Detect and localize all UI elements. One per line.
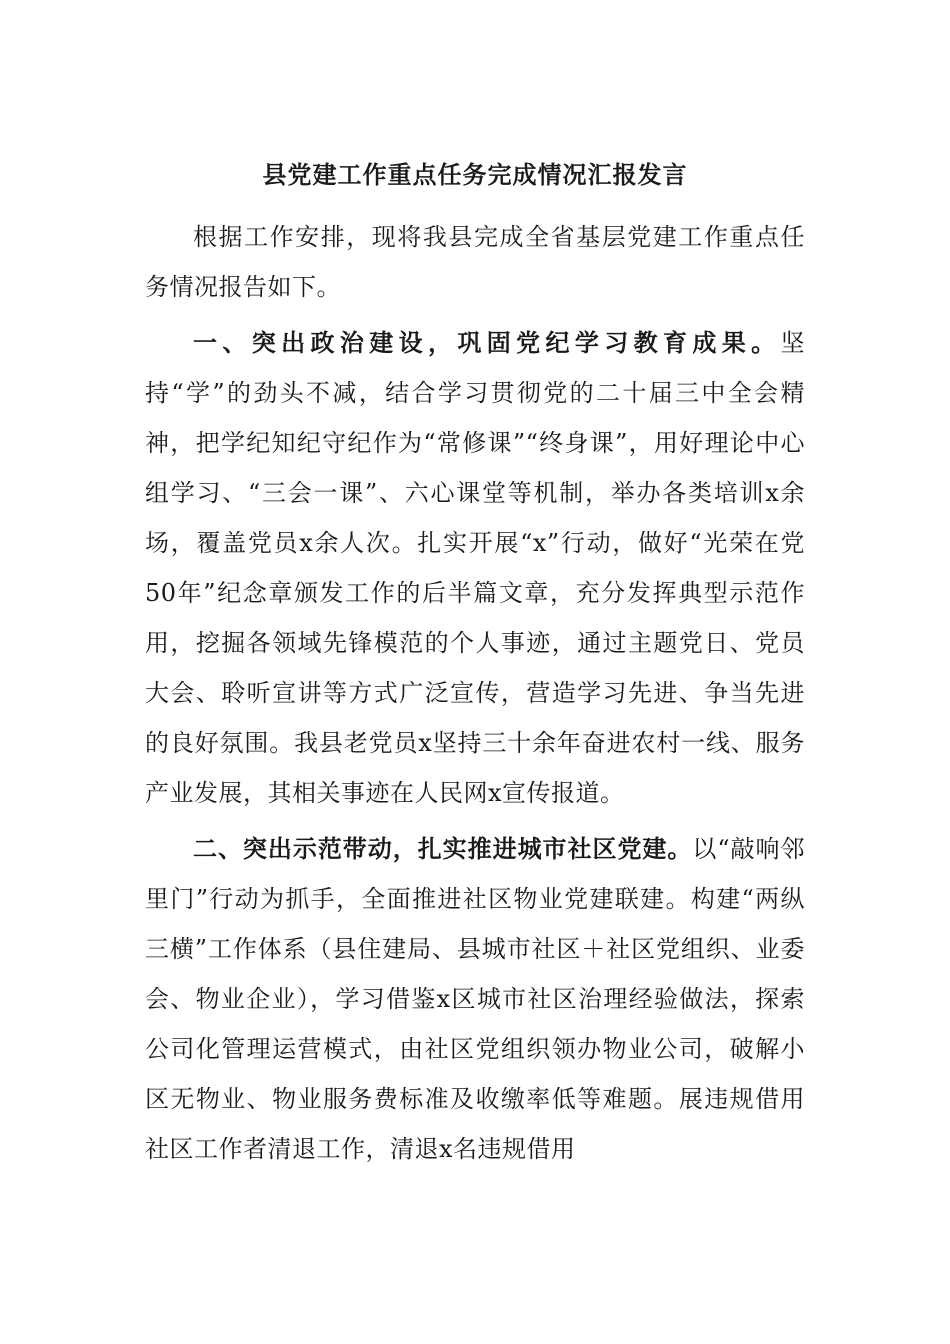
paragraph-text: 坚持“学”的劲头不减，结合学习贯彻党的二十届三中全会精神，把学纪知纪守纪作为“常修课”“终身课”，用好理论中心组学习、“三会一课”、六心课堂等机制，举办各类培训x余场，覆盖党员x余人次。扎实开展“x”行动，做好“光荣在党50年”纪念章颁发工作的后半篇文章，充分发挥典型示范作用，挖掘各领域先锋模范的个人事迹，通过主题党日、党员大会、聆听宣讲等方式广泛宣传，营造学习先进、争当先进的良好氛围。我县老党员x坚持三十余年奋进农村一线、服务产业发展，其相关事迹在人民网x宣传报道。: [145, 329, 805, 807]
paragraph-text: 以“敲响邻里门”行动为抓手，全面推进社区物业党建联建。构建“两纵三横”工作体系（县住建局、县城市社区＋社区党组织、业委会、物业企业），学习借鉴x区城市社区治理经验做法，探索公司化管理运营模式，由社区党组织领办物业公司，破解小区无物业、物业服务费标准及收缴率低等难题。展违规借用社区工作者清退工作，清退x名违规借用: [145, 835, 805, 1163]
document-body: [145, 212, 805, 1180]
paragraph-intro: [145, 212, 805, 312]
paragraph-text: 根据工作安排，现将我县完成全省基层党建工作重点任务情况报告如下。: [145, 223, 805, 301]
paragraph-section-1: [145, 318, 805, 818]
paragraph-section-2: [145, 824, 805, 1174]
section-heading: 一、突出政治建设，巩固党纪学习教育成果。: [193, 328, 781, 357]
section-heading: 二、突出示范带动，扎实推进城市社区党建。: [193, 834, 693, 863]
document-title: 县党建工作重点任务完成情况汇报发言: [262, 160, 688, 189]
